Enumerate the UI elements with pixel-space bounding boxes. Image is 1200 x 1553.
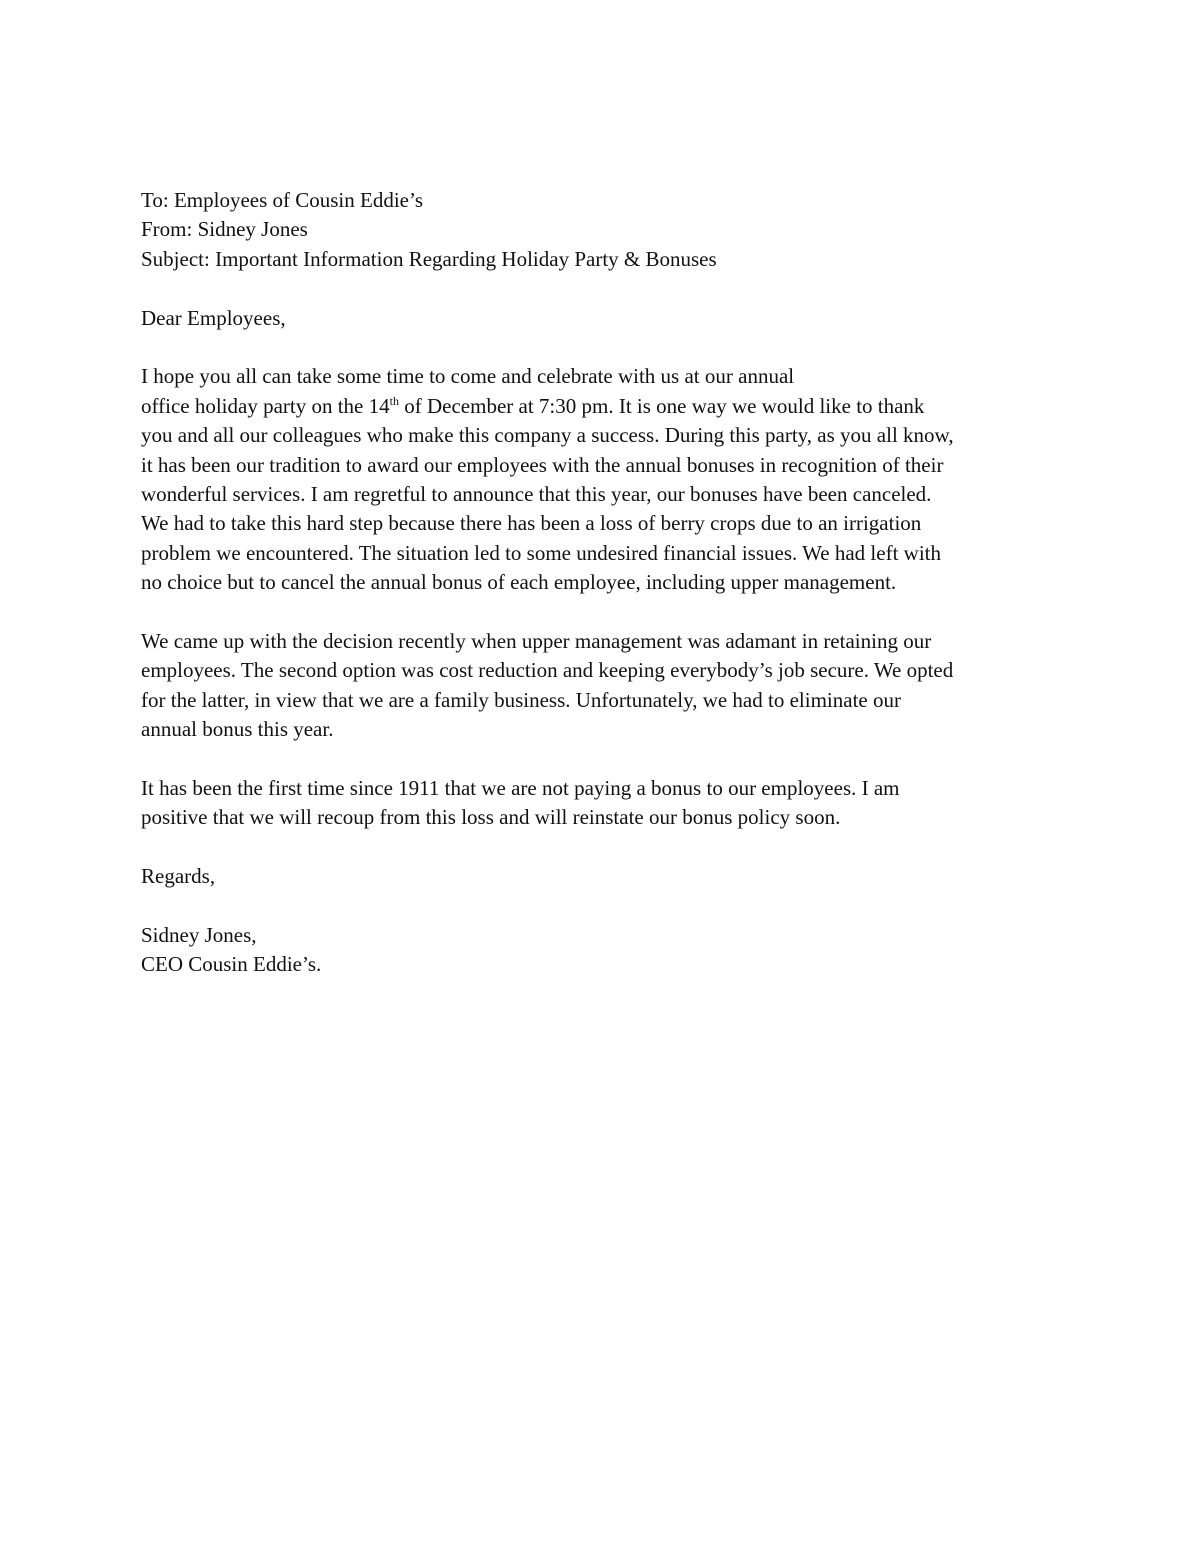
subject-line: Subject: Important Information Regarding Holiday Party & Bonuses [141, 246, 717, 271]
paragraph-line: It has been the first time since 1911 that we are not paying a bonus to our employees. I am [141, 776, 900, 801]
line-text: office holiday party on the 14 [141, 393, 390, 418]
paragraph-line: problem we encountered. The situation led to some undesired financial issues. We had left with [141, 540, 941, 565]
salutation: Dear Employees, [141, 305, 286, 330]
memo-body [141, 186, 1081, 980]
paragraph-line: We had to take this hard step because there has been a loss of berry crops due to an irrigation [141, 511, 922, 536]
paragraph-line: it has been our tradition to award our employees with the annual bonuses in recognition of their [141, 452, 944, 477]
paragraph-line: I hope you all can take some time to come and celebrate with us at our annual [141, 364, 795, 389]
spacer [141, 892, 1081, 921]
to-line: To: Employees of Cousin Eddie’s [141, 188, 424, 212]
paragraph-outlook [141, 774, 1081, 833]
paragraph-line: for the latter, in view that we are a family business. Unfortunately, we had to eliminate our [141, 687, 901, 712]
paragraph-line [141, 392, 1081, 421]
ordinal-suffix: th [389, 393, 399, 408]
signature-title: CEO Cousin Eddie’s. [141, 952, 322, 977]
spacer [141, 745, 1081, 774]
paragraph-line: employees. The second option was cost reduction and keeping everybody’s job secure. We opted [141, 658, 954, 683]
paragraph-line: We came up with the decision recently when upper management was adamant in retaining our [141, 629, 932, 654]
paragraph-decision [141, 627, 1081, 745]
paragraph-announcement [141, 362, 1081, 597]
paragraph-line: positive that we will recoup from this loss and will reinstate our bonus policy soon. [141, 805, 841, 830]
spacer [141, 833, 1081, 862]
memo-header [141, 186, 1081, 274]
spacer [141, 333, 1081, 362]
paragraph-line: you and all our colleagues who make this company a success. During this party, as you all know, [141, 423, 954, 448]
paragraph-line: wonderful services. I am regretful to announce that this year, our bonuses have been canceled. [141, 482, 932, 507]
closing: Regards, [141, 864, 216, 889]
signature-name: Sidney Jones, [141, 923, 257, 948]
from-line: From: Sidney Jones [141, 217, 308, 242]
paragraph-line: no choice but to cancel the annual bonus of each employee, including upper management. [141, 570, 897, 595]
line-text: of December at 7:30 pm. It is one way we would like to thank [398, 393, 925, 418]
paragraph-line: annual bonus this year. [141, 717, 334, 742]
spacer [141, 274, 1081, 303]
spacer [141, 598, 1081, 627]
signature-block [141, 921, 1081, 980]
